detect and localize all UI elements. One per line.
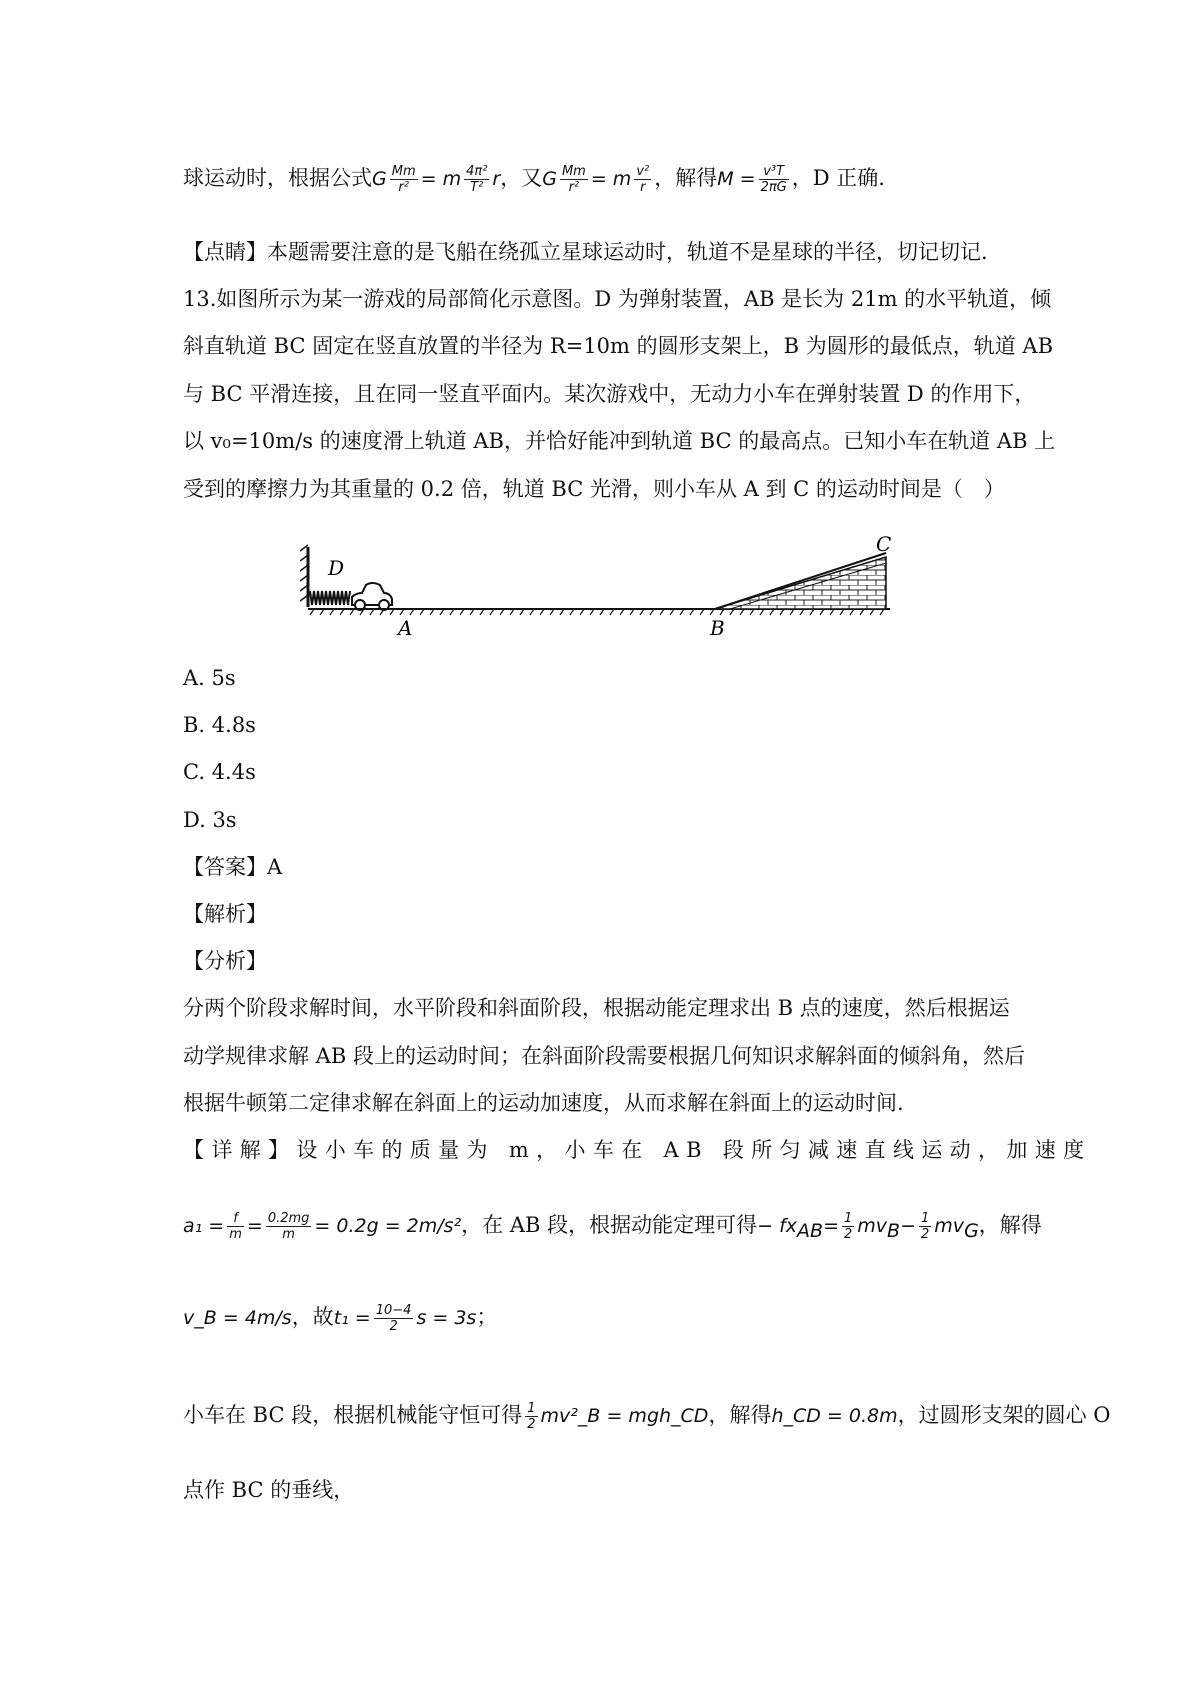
fraction: $\frac{Mm}{\text{r²}}$ [391, 164, 416, 195]
toy-car [352, 583, 392, 610]
analysis-line-3: 根据牛顿第二定律求解在斜面上的运动加速度，从而求解在斜面上的运动时间. [183, 1091, 904, 1115]
spring [310, 591, 350, 605]
question-line-2: 斜直轨道 BC 固定在竖直放置的半径为 R=10m 的圆形支架上，B 为圆形的最低点，轨道 AB [183, 334, 1054, 358]
fraction: $\frac{\text{v³T}}{2\pi G}$ [760, 164, 787, 195]
detail-line-1: 【详解】设小车的质量为 m，小车在 AB 段所匀减速直线运动，加速度 [183, 1138, 1092, 1162]
fraction: $\frac{Mm}{\text{r²}}$ [561, 164, 586, 195]
label-b: B [710, 616, 725, 640]
label-d: D [328, 556, 345, 580]
detail-line-last: 点作 BC 的垂线， [183, 1478, 355, 1502]
fraction: $\frac{\text{v²}}{r}$ [636, 164, 650, 195]
text-segment: 球运动时，根据公式 [183, 166, 372, 190]
analysis-line-1: 分两个阶段求解时间，水平阶段和斜面阶段，根据动能定理求出 B 点的速度，然后根据运 [183, 996, 1010, 1020]
label-a: A [398, 616, 413, 640]
track-diagram [300, 535, 910, 645]
tip-paragraph: 【点睛】本题需要注意的是飞船在绕孤立星球运动时，轨道不是星球的半径，切记切记. [183, 240, 988, 264]
formula-line: 球运动时，根据公式G $\frac{Mm}{\text{r²}}$ = m $\frac{\text{4π²}}{\text{T²}}$ r，又G $\frac{Mm}{\text{r²}}$ = m $\frac{\text{v²}}{r}$ ，解得M = $\frac{\text{v³T}}{2\pi G}$ ，D 正确. [183, 164, 885, 195]
question-line-3: 与 BC 平滑连接，且在同一竖直平面内。某次游戏中，无动力小车在弹射装置 D 的作用下， [183, 382, 1036, 406]
jiexi-heading: 【解析】 [183, 902, 267, 926]
detail-formula-line-3: 小车在 BC 段，根据机械能守恒可得 $\frac{1}{2}$ mv²_B = mgh_CD，解得h_CD = 0.8m，过圆形支架的圆心 O [183, 1401, 1111, 1432]
label-c: C [876, 535, 892, 556]
analysis-line-2: 动学规律求解 AB 段上的运动时间；在斜面阶段需要根据几何知识求解斜面的倾斜角，然后 [183, 1044, 1025, 1068]
option-c: C. 4.4s [183, 760, 256, 784]
option-b: B. 4.8s [183, 713, 256, 737]
detail-formula-line-2: v_B = 4m/s，故t₁ = $\frac{10-4}{2}$ s = 3s； [183, 1303, 498, 1334]
option-d: D. 3s [183, 808, 237, 832]
fraction: $\frac{\text{4π²}}{\text{T²}}$ [466, 164, 488, 195]
question-line-4: 以 v₀=10m/s 的速度滑上轨道 AB，并恰好能冲到轨道 BC 的最高点。已知小车在轨道 AB 上 [183, 429, 1056, 453]
answer: 【答案】A [183, 855, 283, 879]
detail-formula-line-1: a₁ = $\frac{f}{m}$ = $\frac{0.2mg}{m}$ = 0.2g = 2m/s²，在 AB 段，根据动能定理可得− $fx_{AB}=$ $\frac{1}{2}$ $mv_B-$ $\frac{1}{2}$ $mv_G$，解得 [183, 1211, 1042, 1243]
fenxi-heading: 【分析】 [183, 949, 267, 973]
question-line-5: 受到的摩擦力为其重量的 0.2 倍，轨道 BC 光滑，则小车从 A 到 C 的运动时间是（ ） [183, 477, 1005, 501]
option-a: A. 5s [183, 666, 236, 690]
question-line-1: 13.如图所示为某一游戏的局部简化示意图。D 为弹射装置，AB 是长为 21m 的水平轨道，倾 [183, 287, 1052, 311]
